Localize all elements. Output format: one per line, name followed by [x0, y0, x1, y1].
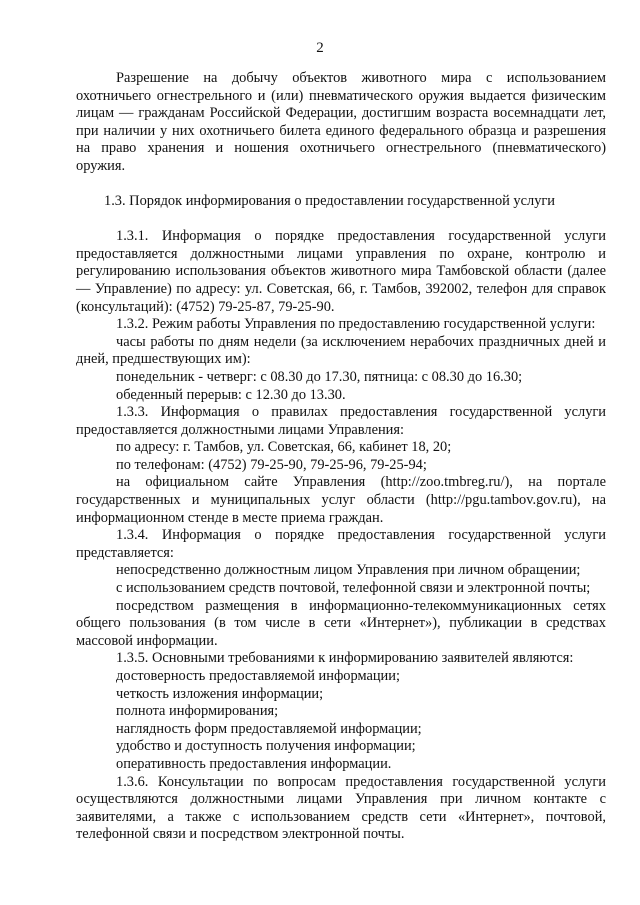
document-body — [76, 70, 606, 844]
requirement-item: полнота информирования; — [116, 703, 279, 720]
work-hours-lunch: обеденный перерыв: с 12.30 до 13.30. — [116, 386, 346, 403]
requirement-item: удобство и доступность получения информации; — [116, 738, 416, 755]
paragraph-1-3-2: 1.3.2. Режим работы Управления по предоставлению государственной услуги: — [116, 316, 596, 333]
requirement-item: наглядность форм предоставляемой информации; — [116, 720, 422, 737]
contact-address: по адресу: г. Тамбов, ул. Советская, 66, кабинет 18, 20; — [116, 439, 452, 456]
method-media: посредством размещения в информационно-телекоммуникационных сетях общего пользования (в том числе в сети «Интернет»), публикации в средствах массовой информации. — [76, 597, 606, 649]
requirement-item: достоверность предоставляемой информации; — [116, 668, 400, 684]
work-hours-intro: часы работы по дням недели (за исключением нерабочих праздничных дней и дней, предшествующих им): — [76, 333, 606, 368]
contact-phones: по телефонам: (4752) 79-25-90, 79-25-96, 79-25-94; — [116, 456, 427, 473]
section-heading: 1.3. Порядок информирования о предоставлении государственной услуги — [104, 192, 555, 209]
paragraph-1-3-3: 1.3.3. Информация о правилах предоставления государственной услуги предоставляется должностными лицами Управления: — [76, 404, 606, 438]
requirement-item: оперативность предоставления информации. — [116, 755, 392, 772]
paragraph-1-3-1: 1.3.1. Информация о порядке предоставления государственной услуги предоставляется должностными лицами управления по охране, контролю и регулированию использования объектов животного мира Тамбовской области (далее — Управление) по адресу: ул. Советская, 66, г. Тамбов, 392002, телефон для справок (консультаций): (4752) 79-25-87, 79-25-90. — [76, 228, 606, 315]
method-direct: непосредственно должностным лицом Управления при личном обращении; — [116, 562, 581, 579]
work-hours-weekdays: понедельник - четверг: с 08.30 до 17.30, пятница: с 08.30 до 16.30; — [116, 368, 523, 385]
intro-paragraph: Разрешение на добычу объектов животного мира с использованием охотничьего огнестрельного и (или) пневматического оружия выдается физическим лицам — гражданам Российской Федерации, достигшим возраста восемнадцати лет, при наличии у них охотничьего билета единого федерального образца и разрешения на право хранения и ношения охотничьего огнестрельного (пневматического) оружия. — [76, 70, 606, 174]
contact-website: на официальном сайте Управления (http://zoo.tmbreg.ru/), на портале государственных и муниципальных услуг области (http://pgu.tambov.gov.ru), на информационном стенде в месте приема граждан. — [76, 474, 606, 526]
page-number: 2 — [316, 40, 324, 56]
requirement-item: четкость изложения информации; — [116, 685, 324, 702]
method-communications: с использованием средств почтовой, телефонной связи и электронной почты; — [116, 580, 591, 597]
paragraph-1-3-4: 1.3.4. Информация о порядке предоставления государственной услуги представляется: — [76, 527, 606, 561]
paragraph-1-3-5: 1.3.5. Основными требованиями к информированию заявителей являются: — [116, 650, 574, 667]
paragraph-1-3-6: 1.3.6. Консультации по вопросам предоставления государственной услуги осуществляются должностными лицами Управления при личном контакте с заявителями, а также с использованием средств сети «Интернет», почтовой, телефонной связи и посредством электронной почты. — [76, 773, 606, 843]
